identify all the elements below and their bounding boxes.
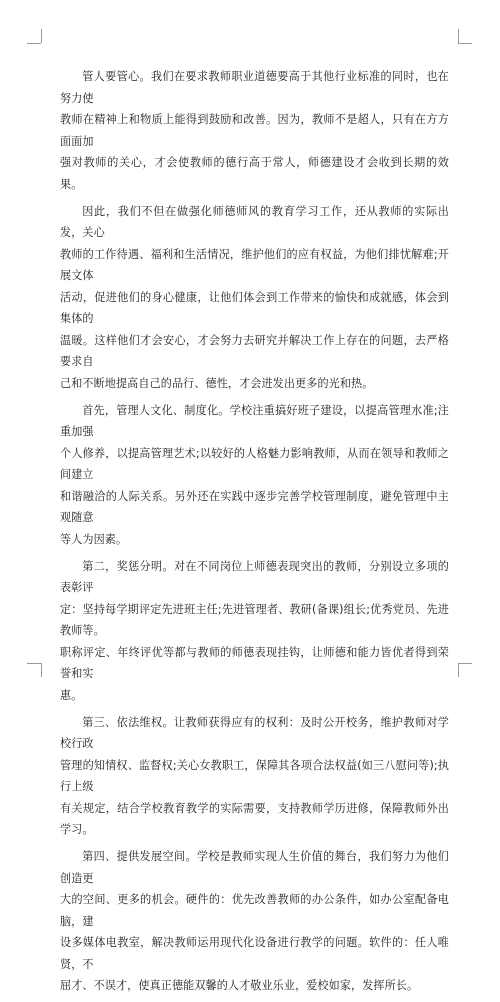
paragraph-3 <box>60 400 449 551</box>
paragraph-line: 教师的工作待遇、福利和生活情况，维护他们的应有权益，为他们排忧解难;开展文体 <box>60 247 449 282</box>
crop-mark-top-right-h <box>458 43 472 44</box>
crop-mark-bottom-left-h <box>27 663 41 664</box>
paragraph-line: 惠。 <box>60 688 83 702</box>
crop-mark-bottom-right-h <box>458 663 472 664</box>
paragraph-4 <box>60 556 449 707</box>
crop-mark-bottom-left-v <box>41 663 42 677</box>
paragraph-line: 和谐融洽的人际关系。另外还在实践中逐步完善学校管理制度，避免管理中主观随意 <box>60 489 449 524</box>
paragraph-line: 第三、依法维权。让教师获得应有的权利：及时公开校务，维护教师对学校行政 <box>60 715 449 750</box>
paragraph-line: 己和不断地提高自己的品行、德性，才会进发出更多的光和热。 <box>60 376 374 390</box>
paragraph-line: 大的空间、更多的机会。硬件的：优先改善教师的办公条件，如办公室配备电脑，建 <box>60 893 449 928</box>
paragraph-line: 等人为因素。 <box>60 532 128 546</box>
paragraph-line: 管理的知情权、监督权;关心女教职工，保障其各项合法权益(如三八慰问等);执行上级 <box>60 758 449 793</box>
paragraph-6 <box>60 846 449 997</box>
paragraph-line: 职称评定、年终评优等都与教师的师德表现挂钩，让师德和能力皆优者得到荣誉和实 <box>60 645 449 680</box>
crop-mark-bottom-right-v <box>458 663 459 677</box>
crop-mark-top-left-v <box>41 29 42 43</box>
document-body <box>60 66 449 1002</box>
paragraph-line: 管人要管心。我们在要求教师职业道德要高于其他行业标准的同时，也在努力使 <box>60 70 449 105</box>
paragraph-line: 个人修养，以提高管理艺术;以较好的人格魅力影响教师，从而在领导和教师之间建立 <box>60 446 449 481</box>
paragraph-1 <box>60 66 449 195</box>
paragraph-5 <box>60 712 449 841</box>
paragraph-2 <box>60 201 449 395</box>
paragraph-line: 因此，我们不但在做强化师德师风的教育学习工作，还从教师的实际出发，关心 <box>60 204 449 239</box>
paragraph-line: 屈才、不误才，使真正德能双馨的人才敬业乐业，爱校如家，发挥所长。 <box>60 979 419 992</box>
paragraph-line: 有关规定，结合学校教育教学的实际需要，支持教师学历进修，保障教师外出学习。 <box>60 801 449 836</box>
paragraph-line: 第四、提供发展空间。学校是教师实现人生价值的舞台，我们努力为他们创造更 <box>60 850 449 885</box>
paragraph-line: 设多媒体电教室，解决教师运用现代化设备进行教学的问题。软件的：任人唯贤，不 <box>60 936 449 971</box>
paragraph-line: 教师在精神上和物质上能得到鼓励和改善。因为，教师不是超人，只有在方方面面加 <box>60 113 449 148</box>
paragraph-line: 温暖。这样他们才会安心，才会努力去研究并解决工作上存在的问题，去严格要求自 <box>60 333 449 368</box>
paragraph-line: 活动，促进他们的身心健康，让他们体会到工作带来的愉快和成就感，体会到集体的 <box>60 290 449 325</box>
paragraph-line: 第二，奖惩分明。对在不同岗位上师德表现突出的教师，分别设立多项的表彰评 <box>60 559 449 594</box>
paragraph-line: 强对教师的关心，才会使教师的德行高于常人，师德建设才会收到长期的效果。 <box>60 156 449 191</box>
paragraph-line: 定：坚持每学期评定先进班主任;先进管理者、教研(备课)组长;优秀党员、先进教师等。 <box>60 602 449 637</box>
paragraph-line: 首先，管理人文化、制度化。学校注重搞好班子建设，以提高管理水准;注重加强 <box>60 403 449 438</box>
crop-mark-top-left-h <box>27 43 41 44</box>
crop-mark-top-right-v <box>458 29 459 43</box>
